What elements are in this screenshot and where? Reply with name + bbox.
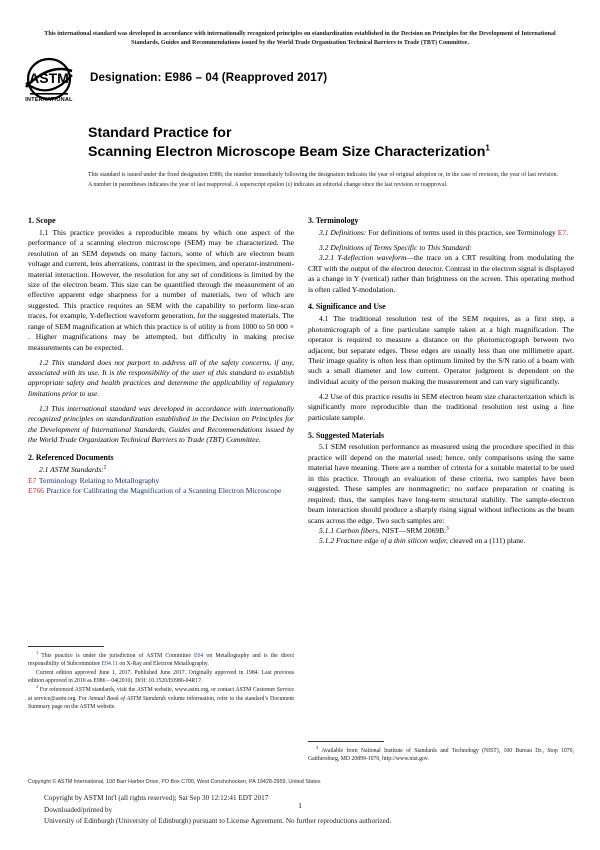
reference-number[interactable]: E7: [28, 475, 37, 485]
astm-logo-icon: [18, 57, 80, 107]
paragraph-3-1: [308, 228, 574, 238]
definitions-text-b: .: [566, 227, 568, 237]
terminology-link-e7[interactable]: E7: [557, 227, 567, 237]
footnote-rule: [308, 741, 384, 742]
paragraph-5-1-2: [308, 536, 574, 546]
paragraph-5-1: 5.1 SEM resolution performance as measured using the procedure specified in this practice will depend on the material used; hence, only comparisons using the same material have meaning. There are a number of criteria for a suitable material to be used in this practice. Through an evaluation of these criteria, two samples have been suggested. These samples are nonmagnetic; no surface preparation or coating is required; thus, the samples have long-term structural stability. The sample-electron beam interaction should produce a sharply rising signal without inflections as the beam scans across the edge. Two such samples are:: [308, 442, 574, 525]
stamp-line-1: Copyright by ASTM Int'l (all rights reserved); Sat Sep 30 12:12:41 EDT 2017: [44, 794, 269, 802]
footnote-1-text-c: on X-Ray and Electron Metallography.: [117, 661, 209, 668]
carbon-fibers-footnote-marker: 3: [446, 525, 449, 532]
title-text: Scanning Electron Microscope Beam Size Characterization: [88, 143, 486, 160]
silicon-wafer-label: 5.1.2 Fracture edge of a thin silicon wafer,: [319, 536, 448, 546]
masthead: [18, 57, 582, 109]
title-line-2: [88, 143, 574, 162]
footnote-2-text-b: volume information, refer to the standard’s Document Summary page on the ASTM website.: [28, 695, 294, 711]
footnote-3-marker: 3: [316, 744, 319, 750]
paragraph-1-3: 1.3 This international standard was developed in accordance with internationally recognized principles on standardization established in the Decision on Principles for the Development of International Standards, Guides and Recommendations issued by the World Trade Organization Technical Barriers to Trade (TBT) Committee.: [28, 403, 294, 445]
tbt-notice: This international standard was developed in accordance with internationally recognized principles on standardization established in the Decision on Principles for the Development of International Standards, Guides and Recommendations issued by the World Trade Organization Technical Barriers to Trade (TBT) Committee.: [44, 31, 556, 47]
section-heading-terminology: 3. Terminology: [308, 216, 359, 225]
designation-line: Designation: E986 – 04 (Reapproved 2017): [90, 71, 328, 84]
paragraph-5-1-1: [308, 526, 574, 536]
astm-standards-footnote-marker: 2: [103, 464, 107, 471]
reference-title[interactable]: Practice for Calibrating the Magnification of a Scanning Electron Microscope: [46, 486, 282, 496]
footnote-edition-info: Current edition approved June 1, 2017. Published June 2017. Originally approved in 1984. Last previous edition approved in 2010 as E986 – 04(2010). DOI: 10.1520/E0986-04R17.: [28, 669, 294, 685]
carbon-fibers-text: NIST—SRM 2069B.: [380, 525, 447, 535]
left-footnotes: [28, 646, 294, 712]
title-footnote-marker: 1: [485, 143, 490, 152]
footnote-1: [28, 649, 294, 669]
download-stamp: [44, 793, 544, 828]
stamp-line-3: University of Edinburgh (University of Edinburgh) pursuant to License Agreement. No further reproductions authorized.: [44, 817, 392, 826]
referenced-standards-list: [28, 476, 294, 497]
title-line-1: Standard Practice for: [88, 125, 232, 141]
paragraph-1-1: 1.1 This practice provides a reproducible means by which one aspect of the performance of a scanning electron microscope (SEM) may be characterized. The resolution of an SEM depends on many factors, some of which are electron beam voltage and current, lens aberrations, contrast in the specimen, and operator-instrument-material interaction. However, the resolution for any set of conditions is limited by the size of the electron beam. This size can be quantified through the measurement of an effective apparent edge sharpness for a number of materials, two of which are suggested. This practice requires an SEM with the capability to perform line-scan traces, for example, Y-deflection waveform generation, for the suggested materials. The range of SEM magnification at which this practice is of utility is from 1000 to 50 000 × . Higher magnifications may be attempted, but difficulty in making precise measurements can be expected.: [28, 227, 294, 352]
paragraph-3-2: 3.2 Definitions of Terms Specific to This Standard:: [319, 242, 472, 252]
left-column: [28, 216, 294, 497]
svg-text:ASTM: ASTM: [29, 70, 69, 86]
footnote-link-e04[interactable]: E04: [194, 652, 204, 659]
paragraph-3-2-1: [308, 253, 574, 295]
paragraph-4-2: 4.2 Use of this practice results in SEM electron beam size characterization which is significantly more reproducible than the traditional resolution test using a fine particulate sample.: [308, 391, 574, 422]
svg-text:INTERNATIONAL: INTERNATIONAL: [25, 97, 73, 103]
section-heading-significance-and-use: 4. Significance and Use: [308, 302, 386, 312]
paragraph-1-2: 1.2 This standard does not purport to address all of the safety concerns, if any, associated with its use. It is the responsibility of the user of this standard to establish appropriate safety and health practices and determine the applicability of regulatory limitations prior to use.: [28, 357, 294, 398]
footnote-rule: [28, 646, 104, 647]
reference-title[interactable]: Terminology Relating to Metallography: [38, 475, 160, 485]
footnote-1-marker: 1: [36, 649, 39, 655]
footnote-1-text-b: on Metallography and is the direct responsibility of Subcommittee: [28, 652, 294, 668]
footnote-3: [308, 744, 574, 764]
carbon-fibers-label: 5.1.1 Carbon fibers,: [319, 525, 381, 535]
right-column: [308, 216, 574, 547]
reference-number[interactable]: E766: [28, 486, 44, 496]
section-heading-suggested-materials: 5. Suggested Materials: [308, 430, 385, 440]
section-heading-scope: 1. Scope: [28, 216, 56, 225]
definitions-label: 3.1 Definitions:: [319, 227, 367, 237]
copyright-line: Copyright © ASTM International, 100 Barr Harbor Drive, PO Box C700, West Conshohocken, PA 19428-2959, United States: [28, 779, 321, 785]
y-deflection-term-text: —the trace on a CRT resulting from modulating the CRT with the output of the electron detector. Contrast in the electron signal is displayed as a change in Y (vertical) rather than brightness on the screen. This operating method is often called Y-modulation.: [308, 253, 574, 294]
footnote-2-marker: 2: [36, 684, 39, 690]
definitions-text-a: For definitions of terms used in this practice, see Terminology: [366, 227, 558, 237]
reference-item-e766[interactable]: [28, 486, 294, 496]
footnote-2-text-a: For referenced ASTM standards, visit the ASTM website, www.astm.org, or contact ASTM Customer Service at service@astm.org. For: [28, 687, 294, 702]
footnote-link-e04-11[interactable]: E04.11: [101, 661, 118, 668]
title-block: [88, 124, 574, 161]
astm-standards-label: 2.1 ASTM Standards:: [39, 464, 104, 474]
page-number: 1: [298, 802, 302, 810]
right-footnotes: [308, 741, 574, 764]
silicon-wafer-text: cleaved on a (111) plane.: [447, 536, 526, 546]
section-heading-referenced-documents: 2. Referenced Documents: [28, 453, 114, 463]
reference-item-e7[interactable]: [28, 476, 294, 486]
astm-standards-subheading: [28, 465, 294, 475]
footnote-3-text: Available from National Institute of Standards and Technology (NIST), 100 Bureau Dr., Stop 1070, Gaithersburg, MD 20899-1070, http://www.nist.gov.: [308, 747, 574, 763]
footnote-1-text-a: This practice is under the jurisdiction of ASTM Committee: [38, 652, 195, 659]
paragraph-4-1: 4.1 The traditional resolution test of the SEM requires, as a first step, a photomicrograph of a fine particulate sample taken at a high magnification. The operator is required to measure a distance on the photomicrograph between two adjacent, but separate edges. These edges are usually less than one millimetre apart. Their image quality is often less than optimum limited by the S/N ratio of a beam with such a small diameter and low current. Operator judgment is dependent on the individual acuity of the person making the measurement and can vary significantly.: [308, 314, 574, 386]
footnote-2-italic: Annual Book of ASTM Standards: [88, 695, 166, 702]
issue-note: This standard is issued under the fixed designation E986; the number immediately following the designation indicates the year of original adoption or, in the case of revision, the year of last revision. A number in parentheses indicates the year of last reapproval. A superscript epsilon (ε) indicates an editorial change since the last revision or reapproval.: [88, 172, 558, 188]
footnote-2: [28, 686, 294, 712]
stamp-line-2: Downloaded/printed by: [44, 805, 113, 814]
y-deflection-term-label: 3.2.1 Y-deflection waveform: [319, 253, 407, 263]
